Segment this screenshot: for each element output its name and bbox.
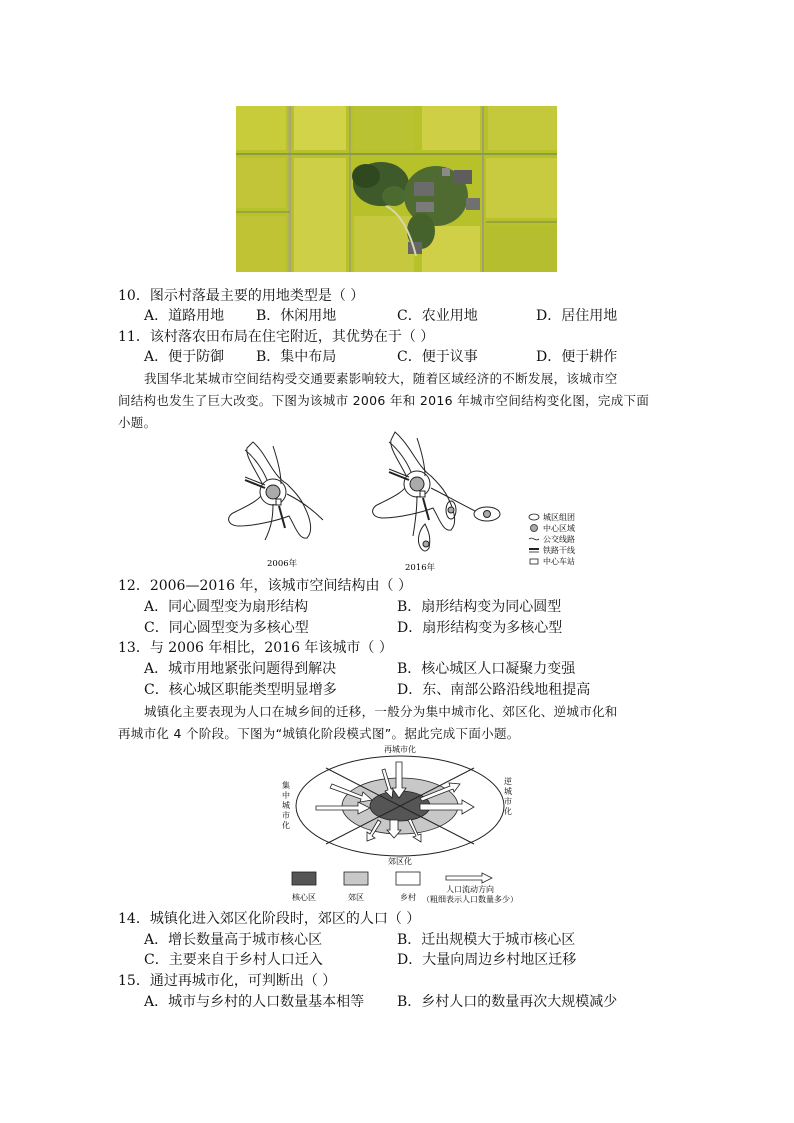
legend-bus-line: 公交线路 — [543, 535, 575, 544]
legend-center: 中心区域 — [543, 524, 575, 533]
question-11-option-c[interactable]: C．便于议事 — [397, 349, 478, 365]
passage-1 — [118, 368, 678, 434]
center-legend-icon — [531, 525, 538, 532]
question-13-option-c[interactable]: C．核心城区职能类型明显增多 — [144, 682, 337, 698]
bus-line-legend-icon — [529, 538, 539, 540]
svg-text:化: 化 — [504, 807, 512, 816]
question-11-option-d[interactable]: D．便于耕作 — [536, 349, 618, 365]
city-structure-figure — [215, 428, 615, 574]
core-legend-icon — [292, 872, 316, 885]
question-14-option-d[interactable]: D．大量向周边乡村地区迁移 — [397, 952, 577, 968]
legend-suburb: 郊区 — [348, 893, 364, 902]
legend-flow-thickness: （粗细表示人口数量多少） — [422, 895, 518, 904]
question-10-option-c[interactable]: C．农业用地 — [397, 308, 478, 324]
svg-text:城: 城 — [504, 787, 512, 796]
legend-core: 核心区 — [292, 893, 316, 902]
question-11-option-a[interactable]: A．便于防御 — [144, 349, 225, 365]
question-10-option-a[interactable]: A．道路用地 — [144, 308, 225, 324]
question-12-option-b[interactable]: B．扇形结构变为同心圆型 — [397, 599, 562, 615]
svg-text:市: 市 — [282, 811, 290, 820]
label-counter-urbanization — [504, 776, 512, 816]
question-13-option-d[interactable]: D．东、南部公路沿线地租提高 — [397, 682, 591, 698]
station-legend-icon — [530, 559, 538, 564]
question-11-stem: 11．该村落农田布局在住宅附近，其优势在于（ ） — [118, 329, 435, 345]
question-15-option-a[interactable]: A．城市与乡村的人口数量基本相等 — [144, 994, 365, 1010]
legend-station: 中心车站 — [543, 557, 575, 566]
question-12-option-a[interactable]: A．同心圆型变为扇形结构 — [144, 599, 309, 615]
label-suburbanization: 郊区化 — [388, 857, 412, 866]
legend-rural: 乡村 — [400, 893, 416, 902]
passage-1-line-3: 小题。 — [118, 415, 157, 430]
flow-arrow-legend-icon — [446, 873, 492, 883]
passage-2-line-1: 城镇化主要表现为人口在城乡间的迁移，一般分为集中城市化、郊区化、逆城市化和 — [144, 704, 618, 719]
passage-2-line-2: 再城市化 4 个阶段。下图为“城镇化阶段模式图”。据此完成下面小题。 — [118, 726, 520, 741]
question-13-stem: 13．与 2006 年相比，2016 年该城市（ ） — [118, 640, 393, 656]
village-photo — [236, 106, 557, 272]
legend-railway: 铁路干线 — [543, 546, 575, 555]
question-10-option-b[interactable]: B．休闲用地 — [256, 308, 337, 324]
legend-cluster: 城区组团 — [543, 513, 575, 522]
question-12-option-d[interactable]: D．扇形结构变为多核心型 — [397, 620, 563, 636]
svg-text:集: 集 — [282, 781, 290, 790]
label-centralized-urbanization — [282, 780, 290, 830]
city-structure-diagram — [215, 428, 615, 574]
passage-1-line-2: 间结构也发生了巨大改变。下图为该城市 2006 年和 2016 年城市空间结构变化图，完成下面 — [118, 393, 650, 408]
urbanization-stage-diagram — [270, 740, 530, 906]
question-10-stem: 10．图示村落最主要的用地类型是（ ） — [118, 288, 365, 304]
svg-text:中: 中 — [282, 791, 290, 800]
cluster-legend-icon — [529, 514, 539, 520]
rural-legend-icon — [396, 872, 420, 885]
svg-text:城: 城 — [282, 801, 290, 810]
question-15-option-b[interactable]: B．乡村人口的数量再次大规模减少 — [397, 994, 618, 1010]
question-14-stem: 14．城镇化进入郊区化阶段时，郊区的人口（ ） — [118, 911, 421, 927]
question-12-stem: 12．2006—2016 年，该城市空间结构由（ ） — [118, 578, 412, 594]
question-14-option-c[interactable]: C．主要来自于乡村人口迁入 — [144, 952, 323, 968]
question-12-option-c[interactable]: C．同心圆型变为多核心型 — [144, 620, 309, 636]
question-11-option-b[interactable]: B．集中布局 — [256, 349, 337, 365]
legend-flow-direction: 人口流动方向 — [446, 885, 494, 894]
question-10-option-d[interactable]: D．居住用地 — [536, 308, 618, 324]
label-2006: 2006年 — [267, 559, 298, 569]
question-13-option-a[interactable]: A．城市用地紧张问题得到解决 — [144, 661, 337, 677]
passage-1-line-1: 我国华北某城市空间结构受交通要素影响较大，随着区域经济的不断发展，该城市空 — [144, 371, 618, 386]
svg-text:化: 化 — [282, 821, 290, 830]
question-14-option-b[interactable]: B．迁出规模大于城市核心区 — [397, 932, 576, 948]
label-2016: 2016年 — [405, 563, 436, 573]
rapeseed-field-photo-icon — [236, 106, 557, 272]
question-14-option-a[interactable]: A．增长数量高于城市核心区 — [144, 932, 323, 948]
suburb-legend-icon — [344, 872, 368, 885]
label-reurbanization: 再城市化 — [384, 745, 416, 754]
question-15-stem: 15．通过再城市化，可判断出（ ） — [118, 973, 337, 989]
passage-2 — [118, 701, 678, 745]
question-13-option-b[interactable]: B．核心城区人口凝聚力变强 — [397, 661, 576, 677]
urbanization-figure — [270, 740, 530, 906]
city-structure-legend — [529, 512, 575, 566]
svg-text:逆: 逆 — [504, 777, 512, 786]
svg-text:市: 市 — [504, 797, 512, 806]
